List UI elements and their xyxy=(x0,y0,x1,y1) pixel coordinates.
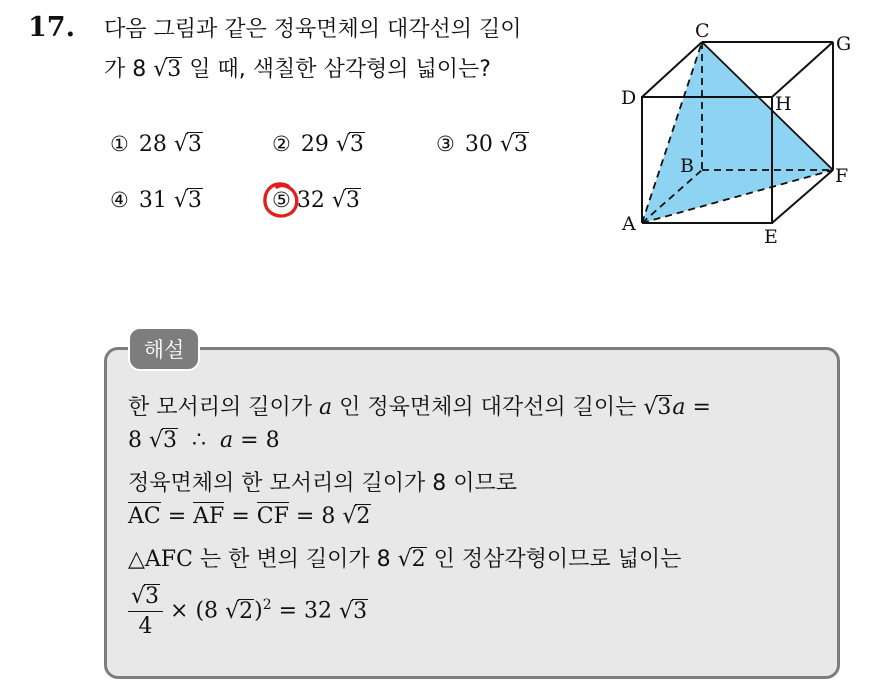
sol-l1-text2: 인 정육면체의 대각선의 길이는 xyxy=(339,395,644,420)
question-line2-suffix: 일 때, 색칠한 삼각형의 넓이는? xyxy=(182,57,491,82)
sol-l6-paren: (8 xyxy=(195,598,219,624)
radicand: 2 xyxy=(239,598,254,624)
fraction-denominator: 4 xyxy=(138,614,153,639)
label-d: D xyxy=(621,87,637,109)
choice-3-value: 30 xyxy=(464,132,493,157)
radicand: 3 xyxy=(349,132,364,157)
radicand: 3 xyxy=(345,188,360,213)
segment-cf: CF xyxy=(256,504,289,529)
segment-ac: AC xyxy=(128,504,161,529)
sqrt-symbol: √3 xyxy=(131,584,160,609)
cube-figure xyxy=(614,20,864,250)
sol-l4-eq1: = xyxy=(167,504,187,529)
sol-l5-text: 는 한 변의 길이가 8 xyxy=(192,547,391,572)
label-e: E xyxy=(764,226,778,248)
choice-1-value: 28 xyxy=(138,132,167,157)
label-a: A xyxy=(622,213,636,235)
label-b: B xyxy=(680,155,694,177)
sol-l5-text2: 인 정삼각형이므로 넓이는 xyxy=(426,547,682,572)
choice-1-symbol: ① xyxy=(110,132,129,156)
question-text-line2 xyxy=(104,52,491,83)
solution-line-2 xyxy=(128,428,280,453)
sqrt-symbol: √2 xyxy=(342,504,371,529)
solution-tag: 해설 xyxy=(128,327,200,371)
solution-line-1 xyxy=(128,390,711,421)
radicand: 3 xyxy=(167,57,182,82)
sol-l6-eq: = 32 xyxy=(271,598,333,624)
label-g: G xyxy=(836,33,852,55)
radicand: 3 xyxy=(187,188,202,213)
sqrt-symbol: √3 xyxy=(173,188,202,213)
sqrt-symbol: √2 xyxy=(225,598,254,624)
label-c: C xyxy=(695,20,710,42)
choice-5-value: 32 xyxy=(296,188,325,213)
sqrt-symbol: √3 xyxy=(331,188,360,213)
segment-af: AF xyxy=(193,504,225,529)
label-h: H xyxy=(775,93,792,115)
fraction-sqrt3-over-4 xyxy=(128,584,163,639)
sqrt-symbol: √3 xyxy=(153,57,182,82)
sol-l6-close: ) xyxy=(254,598,263,624)
cube-edge-hg xyxy=(772,42,833,97)
radicand: 3 xyxy=(145,584,160,609)
choice-2-value: 29 xyxy=(300,132,329,157)
sol-l1-var2: a xyxy=(672,395,686,420)
radicand: 2 xyxy=(356,504,371,529)
choice-1[interactable] xyxy=(110,132,203,157)
question-number: 17. xyxy=(28,12,75,43)
sol-l5-triangle: △AFC xyxy=(128,547,193,572)
fraction-numerator xyxy=(128,584,163,612)
times-symbol: × xyxy=(170,598,189,624)
choice-2[interactable] xyxy=(272,132,365,157)
choice-2-symbol: ② xyxy=(272,132,291,156)
solution-line-6 xyxy=(128,584,368,639)
radicand: 2 xyxy=(411,547,426,572)
choice-4-symbol: ④ xyxy=(110,188,129,212)
sol-l2-eq: = 8 xyxy=(233,428,280,453)
choice-4[interactable] xyxy=(110,188,203,213)
sol-l1-var: a xyxy=(319,395,333,420)
sol-l1-text: 한 모서리의 길이가 xyxy=(128,395,319,420)
sqrt-symbol: √2 xyxy=(397,547,426,572)
solution-line-3 xyxy=(128,466,517,497)
sqrt-symbol: √3 xyxy=(643,395,672,420)
sol-l4-eq2: = xyxy=(231,504,250,529)
question-text-line1: 다음 그림과 같은 정육면체의 대각선의 길이 xyxy=(104,17,522,42)
sqrt-symbol: √3 xyxy=(173,132,202,157)
choice-3[interactable] xyxy=(436,132,529,157)
sqrt-symbol: √3 xyxy=(499,132,528,157)
sol-l2-a: 8 xyxy=(128,428,142,453)
sol-l2-var: a xyxy=(220,428,234,453)
choice-3-symbol: ③ xyxy=(436,132,455,156)
label-f: F xyxy=(835,165,849,187)
sol-l4-eq3: = xyxy=(295,504,315,529)
solution-line-5 xyxy=(128,542,681,573)
radicand: 3 xyxy=(163,428,178,453)
sqrt-symbol: √3 xyxy=(149,428,178,453)
solution-line-4 xyxy=(128,504,371,529)
radicand: 3 xyxy=(513,132,528,157)
choice-5-symbol: ⑤ xyxy=(272,188,291,212)
question-line2-prefix: 가 8 xyxy=(104,57,147,82)
sol-l3-text: 정육면체의 한 모서리의 길이가 8 이므로 xyxy=(128,471,517,496)
therefore-symbol: ∴ xyxy=(192,428,207,453)
exponent: 2 xyxy=(262,597,272,614)
sqrt-symbol: √3 xyxy=(339,598,368,624)
radicand: 3 xyxy=(353,598,368,624)
choice-4-value: 31 xyxy=(138,188,167,213)
sqrt-symbol: √3 xyxy=(335,132,364,157)
radicand: 3 xyxy=(657,395,672,420)
answer-circle-mark xyxy=(258,178,304,224)
sol-l4-val: 8 xyxy=(321,504,336,529)
radicand: 3 xyxy=(187,132,202,157)
sol-l1-eq: = xyxy=(685,395,711,420)
